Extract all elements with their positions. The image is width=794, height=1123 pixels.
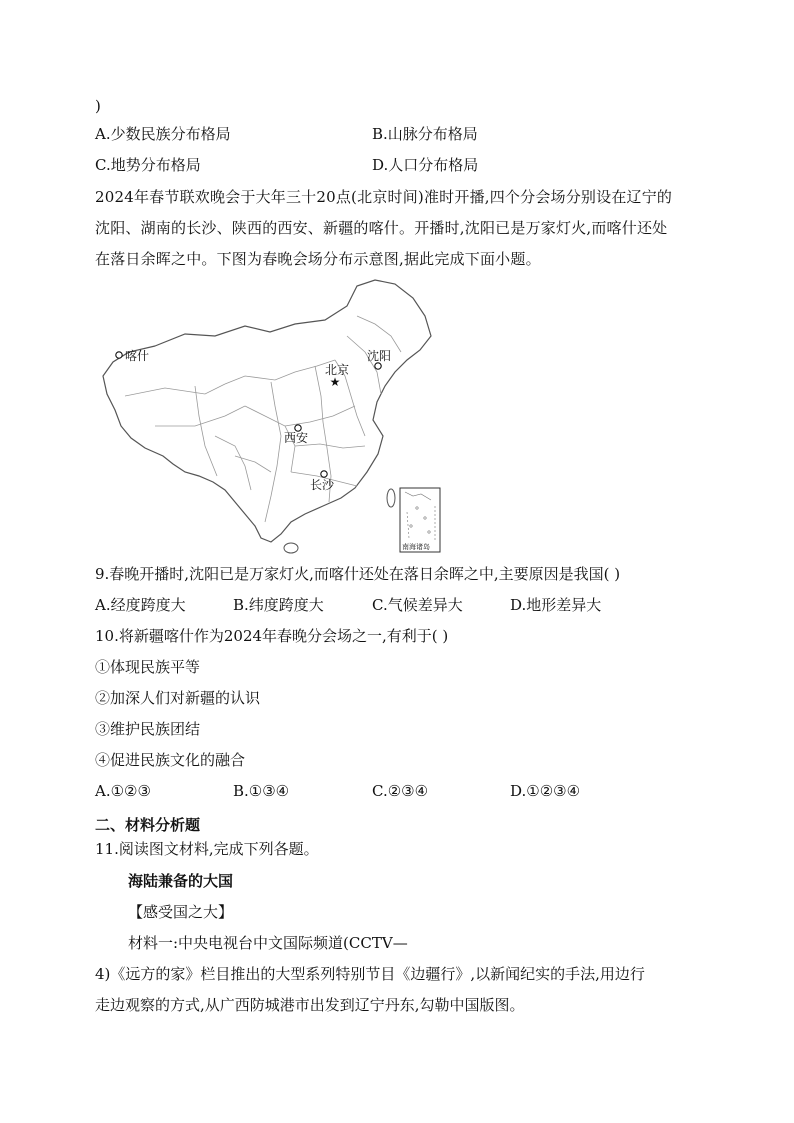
material-line-3: 在落日余晖之中。下图为春晚会场分布示意图,据此完成下面小题。 (95, 250, 541, 268)
shenyang-label: 沈阳 (367, 349, 392, 363)
q10-option-d: D.①②③④ (510, 782, 581, 800)
beijing-star-icon: ★ (329, 375, 341, 389)
q10-option-a: A.①②③ (95, 782, 151, 800)
shenyang-marker (375, 363, 381, 369)
q10-item-3: ③维护民族团结 (95, 720, 201, 738)
material-one-line-1: 材料一:中央电视台中文国际频道(CCTV— (128, 934, 408, 952)
q10-item-4: ④促进民族文化的融合 (95, 751, 246, 769)
q8-option-c: C.地势分布格局 (95, 156, 201, 174)
section-heading: 二、材料分析题 (95, 816, 201, 834)
q10-option-c: C.②③④ (372, 782, 429, 800)
q10-item-1: ①体现民族平等 (95, 658, 201, 676)
china-map (95, 276, 445, 558)
q10-item-2: ②加深人们对新疆的认识 (95, 689, 261, 707)
q9-stem: 9.春晚开播时,沈阳已是万家灯火,而喀什还处在落日余晖之中,主要原因是我国( ) (95, 565, 621, 583)
q9-option-d: D.地形差异大 (510, 596, 602, 614)
q9-option-a: A.经度跨度大 (95, 596, 186, 614)
q9-option-c: C.气候差异大 (372, 596, 463, 614)
changsha-marker (321, 471, 327, 477)
beijing-label: 北京 (325, 363, 350, 377)
material-tag: 【感受国之大】 (128, 903, 234, 921)
q10-option-b: B.①③④ (233, 782, 290, 800)
taiwan-island (387, 489, 395, 507)
kashgar-marker (116, 352, 122, 358)
material-line-2: 沈阳、湖南的长沙、陕西的西安、新疆的喀什。开播时,沈阳已是万家灯火,而喀什还处 (95, 219, 668, 237)
q8-tail: ) (95, 97, 101, 115)
q8-option-d: D.人口分布格局 (372, 156, 479, 174)
q9-option-b: B.纬度跨度大 (233, 596, 324, 614)
china-outline (103, 280, 431, 542)
material-one-line-2: 4)《远方的家》栏目推出的大型系列特别节目《边疆行》,以新闻纪实的手法,用边行 (95, 965, 645, 983)
q10-stem: 10.将新疆喀什作为2024年春晚分会场之一,有利于( ) (95, 627, 449, 645)
q8-option-a: A.少数民族分布格局 (95, 125, 231, 143)
hainan-island (284, 543, 298, 553)
material-one-line-3: 走边观察的方式,从广西防城港市出发到辽宁丹东,勾勒中国版图。 (95, 996, 525, 1014)
material-subtitle: 海陆兼备的大国 (128, 872, 234, 890)
kashgar-label: 喀什 (125, 349, 150, 363)
material-line-1: 2024年春节联欢晚会于大年三十20点(北京时间)准时开播,四个分会场分别设在辽宁的 (95, 188, 673, 206)
xian-label: 西安 (284, 431, 309, 445)
inset-label: 南海诸岛 (402, 543, 430, 551)
changsha-label: 长沙 (310, 478, 335, 492)
q11-stem: 11.阅读图文材料,完成下列各题。 (95, 840, 319, 858)
q8-option-b: B.山脉分布格局 (372, 125, 478, 143)
